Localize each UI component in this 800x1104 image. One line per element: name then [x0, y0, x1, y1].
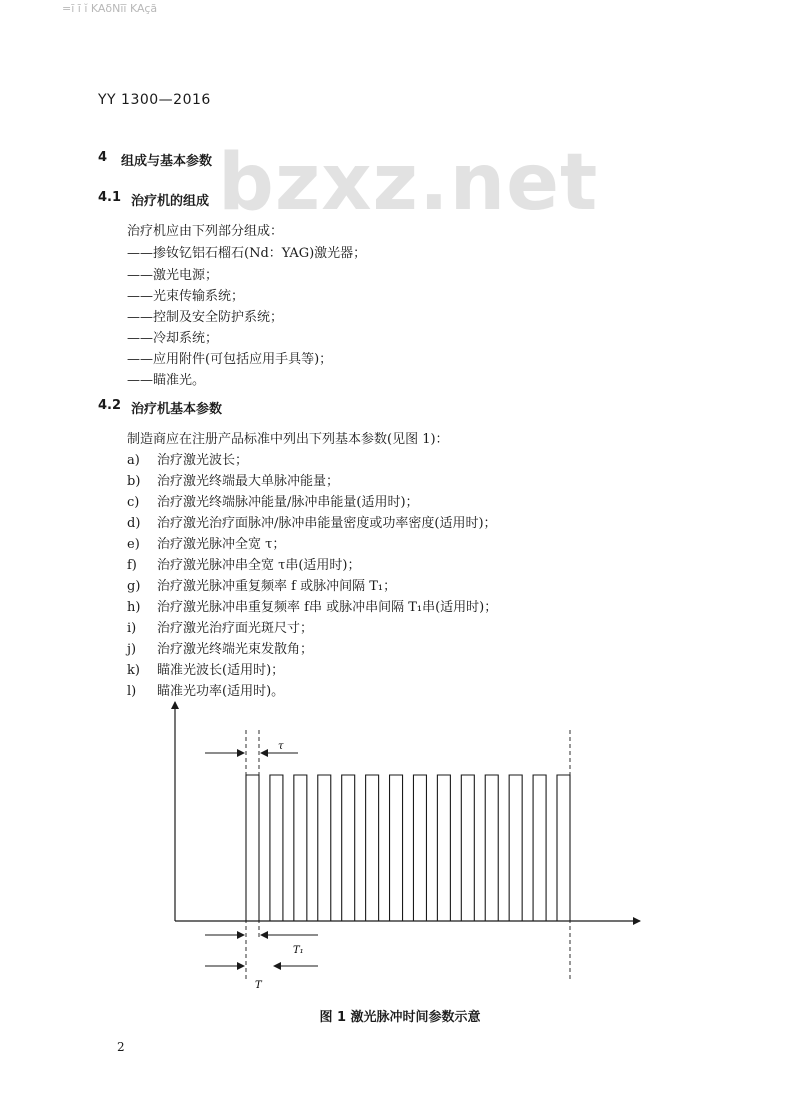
parameter-label: g) — [127, 579, 141, 594]
parameter-text: 治疗激光脉冲重复频率 f 或脉冲间隔 T₁； — [157, 579, 397, 594]
parameter-text: 治疗激光脉冲串全宽 τ串(适用时)； — [157, 558, 361, 573]
parameter-text: 治疗激光终端光束发散角； — [157, 642, 314, 657]
section-4-1-number: 4.1 — [98, 190, 122, 205]
parameter-item — [127, 491, 419, 510]
standard-number: YY 1300—2016 — [98, 92, 211, 108]
parameter-text: 治疗激光终端脉冲能量/脉冲串能量(适用时)； — [157, 495, 419, 510]
pulse-group — [246, 775, 570, 921]
parameter-label: d) — [127, 516, 141, 531]
section-4-1-intro: 治疗机应由下列部分组成： — [127, 224, 284, 239]
section-4-2-title: 治疗机基本参数 — [131, 402, 223, 417]
laser-pulse — [461, 775, 474, 921]
top-watermark-text: =ī ī ĭ KAδNīī KAçã — [62, 2, 158, 15]
parameter-item — [127, 659, 284, 678]
parameter-item — [127, 470, 339, 489]
section-4-title: 组成与基本参数 — [121, 154, 213, 169]
t1-label: T₁ — [293, 945, 304, 956]
parameter-label: k) — [127, 663, 140, 678]
parameter-label: f) — [127, 558, 137, 573]
parameter-item — [127, 575, 396, 594]
parameter-text: 治疗激光终端最大单脉冲能量； — [157, 474, 340, 489]
laser-pulse — [294, 775, 307, 921]
laser-pulse — [533, 775, 546, 921]
laser-pulse — [366, 775, 379, 921]
component-item: ——激光电源； — [127, 268, 219, 283]
section-4-1-title: 治疗机的组成 — [131, 194, 210, 209]
laser-pulse — [413, 775, 426, 921]
parameter-text: 瞄准光功率(适用时)。 — [157, 684, 285, 699]
section-4-2-number: 4.2 — [98, 398, 122, 413]
parameter-item — [127, 512, 497, 531]
parameter-item — [127, 449, 248, 468]
component-item: ——光束传输系统； — [127, 289, 245, 304]
laser-pulse — [246, 775, 259, 921]
section-4-number: 4 — [98, 150, 108, 165]
laser-pulse — [342, 775, 355, 921]
parameter-label: l) — [127, 684, 137, 699]
pulse-timing-diagram — [0, 690, 800, 1000]
parameter-label: b) — [127, 474, 141, 489]
parameter-label: c) — [127, 495, 140, 510]
laser-pulse — [318, 775, 331, 921]
parameter-text: 瞄准光波长(适用时)； — [157, 663, 285, 678]
parameter-label: i) — [127, 621, 137, 636]
laser-pulse — [509, 775, 522, 921]
laser-pulse — [270, 775, 283, 921]
parameter-label: a) — [127, 453, 140, 468]
parameter-text: 治疗激光治疗面脉冲/脉冲串能量密度或功率密度(适用时)； — [157, 516, 497, 531]
parameter-item — [127, 638, 313, 657]
laser-pulse — [485, 775, 498, 921]
component-item: ——冷却系统； — [127, 331, 219, 346]
parameter-text: 治疗激光波长； — [157, 453, 249, 468]
component-item: ——应用附件(可包括应用手具等)； — [127, 352, 333, 367]
component-item: ——控制及安全防护系统； — [127, 310, 284, 325]
parameter-item — [127, 617, 313, 636]
t-label: T — [255, 980, 262, 991]
component-item: ——掺钕钇铝石榴石(Nd：YAG)激光器； — [127, 246, 367, 261]
laser-pulse — [557, 775, 570, 921]
laser-pulse — [437, 775, 450, 921]
parameter-item — [127, 533, 285, 552]
parameter-text: 治疗激光治疗面光斑尺寸； — [157, 621, 314, 636]
parameter-label: h) — [127, 600, 141, 615]
section-4-2-intro: 制造商应在注册产品标准中列出下列基本参数(见图 1)： — [127, 432, 449, 447]
figure-caption: 图 1 激光脉冲时间参数示意 — [319, 1010, 481, 1025]
parameter-label: j) — [127, 642, 137, 657]
component-item: ——瞄准光。 — [127, 373, 206, 388]
laser-pulse — [390, 775, 403, 921]
parameter-label: e) — [127, 537, 140, 552]
parameter-item — [127, 596, 497, 615]
parameter-text: 治疗激光脉冲全宽 τ； — [157, 537, 286, 552]
page-number: 2 — [117, 1040, 125, 1054]
parameter-text: 治疗激光脉冲串重复频率 f串 或脉冲串间隔 T₁串(适用时)； — [157, 600, 498, 615]
parameter-item — [127, 554, 360, 573]
site-watermark: bzxz.net — [218, 138, 599, 228]
tau-label: τ — [278, 741, 284, 752]
